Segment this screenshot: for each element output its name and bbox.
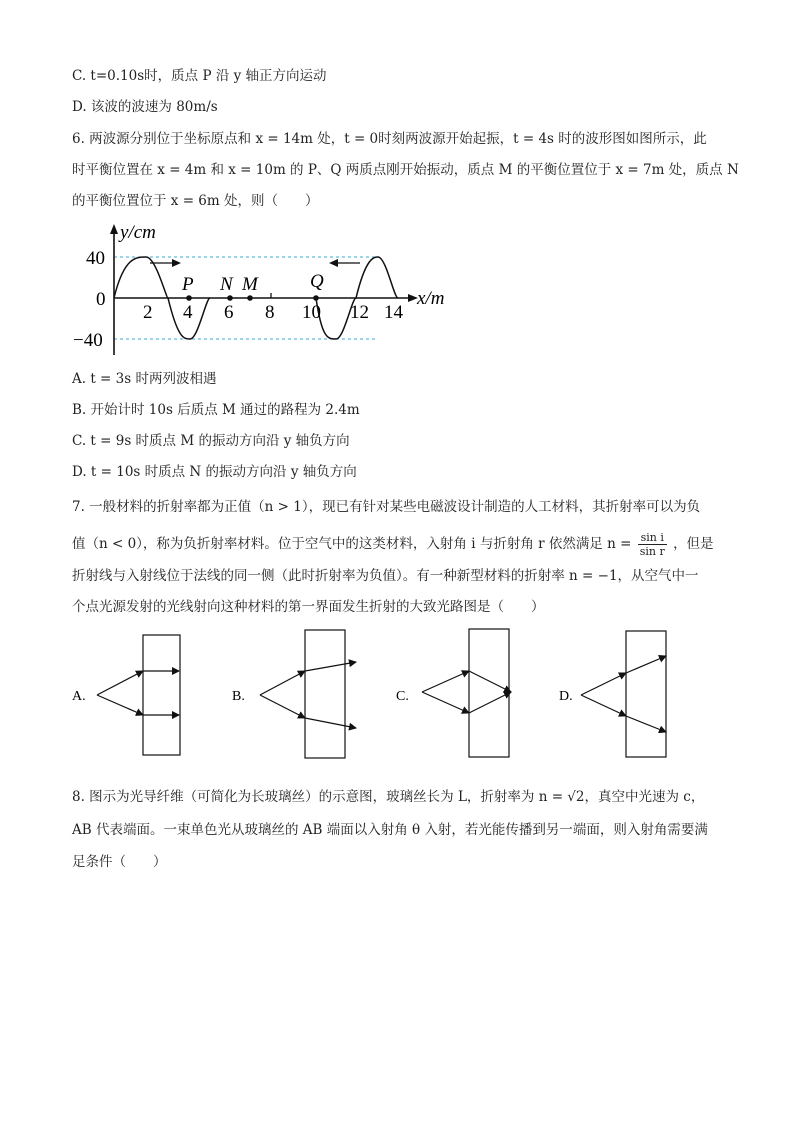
x-tick-10: 10 [302, 302, 321, 323]
label-m: M [242, 274, 258, 295]
q8-line-2: AB 代表端面。一束单色光从玻璃丝的 AB 端面以入射角 θ 入射，若光能传播到另一端面，则入射角需要满 [72, 822, 708, 838]
point-p-dot [186, 295, 192, 301]
option-c-incident-upper [422, 671, 469, 692]
x-tick-12: 12 [350, 302, 369, 323]
q5-option-d: D. 该波的波速为 80m/s [72, 99, 218, 115]
q7-line-2-text: 值（n < 0），称为负折射率材料。位于空气中的这类材料，入射角 i 与折射角 r 依然满足 n = [72, 536, 632, 552]
point-q-dot [313, 295, 319, 301]
q8-line-3: 足条件（ ） [72, 854, 167, 870]
q8-line-1: 8. 图示为光导纤维（可简化为长玻璃丝）的示意图，玻璃丝长为 L，折射率为 n = √2，真空中光速为 c， [72, 789, 705, 805]
option-b-incident-lower [260, 695, 305, 718]
label-p: P [182, 274, 194, 295]
q6-wave-graph [70, 218, 470, 363]
q7-line-1: 7. 一般材料的折射率都为正值（n > 1），现已有针对某些电磁波设计制造的人工材料，其折射率可以为负 [72, 499, 701, 515]
q7-line-2 [72, 531, 714, 558]
option-c-refracted-upper [469, 671, 511, 692]
rightward-arrowhead-icon [172, 259, 181, 267]
option-b-material [305, 630, 345, 758]
label-q: Q [310, 271, 324, 292]
x-tick-6: 6 [224, 302, 234, 323]
option-a-label: A. [72, 689, 86, 704]
x-tick-14: 14 [384, 302, 403, 323]
q7-fraction-numerator: sin i [638, 531, 667, 545]
point-n-dot [227, 295, 233, 301]
option-a-incident-lower [97, 695, 143, 715]
q7-fraction-denominator: sin r [639, 545, 665, 558]
q6-stem-line-3: 的平衡位置位于 x = 6m 处，则（ ） [72, 193, 319, 209]
q7-option-diagrams [60, 625, 740, 765]
y-axis-label: y/cm [120, 222, 156, 243]
option-b-incident-upper [260, 671, 305, 695]
leftward-arrowhead-icon [329, 259, 338, 267]
q6-option-d: D. t = 10s 时质点 N 的振动方向沿 y 轴负方向 [72, 464, 357, 480]
q6-option-a: A. t = 3s 时两列波相遇 [72, 371, 217, 387]
option-b-refracted-upper [305, 662, 356, 671]
option-c-refracted-lower [469, 692, 511, 713]
x-tick-2: 2 [143, 302, 153, 323]
option-b-label: B. [232, 689, 245, 704]
y-tick-40: 40 [86, 248, 105, 269]
option-d-refracted-upper [626, 656, 666, 673]
point-m-dot [247, 295, 253, 301]
label-n: N [220, 274, 233, 295]
y-axis-arrow-icon [110, 224, 118, 234]
option-c-label: C. [396, 689, 409, 704]
q7-line-4: 个点光源发射的光线射向这种材料的第一界面发生折射的大致光路图是（ ） [72, 599, 545, 615]
q6-option-b: B. 开始计时 10s 后质点 M 通过的路程为 2.4m [72, 402, 360, 418]
q7-line-2-tail: ，但是 [673, 536, 714, 552]
q6-stem-line-1: 6. 两波源分别位于坐标原点和 x = 14m 处，t = 0时刻两波源开始起振，t = 4s 时的波形图如图所示，此 [72, 131, 707, 147]
option-d-label: D. [559, 689, 573, 704]
option-d-material [626, 631, 666, 757]
x-tick-4: 4 [183, 302, 193, 323]
q7-line-3: 折射线与入射线位于法线的同一侧（此时折射率为负值）。有一种新型材料的折射率 n = −1，从空气中一 [72, 568, 699, 584]
q7-fraction [638, 531, 667, 558]
y-tick-0: 0 [96, 289, 106, 310]
option-a-material [143, 635, 180, 755]
q5-option-c: C. t=0.10s时，质点 P 沿 y 轴正方向运动 [72, 68, 327, 84]
y-tick-neg40: −40 [73, 330, 103, 351]
option-d-incident-upper [581, 673, 626, 695]
option-d-incident-lower [581, 695, 626, 716]
option-b-refracted-lower [305, 718, 356, 728]
option-a-incident-upper [97, 671, 143, 695]
option-c-material [469, 629, 509, 757]
q6-option-c: C. t = 9s 时质点 M 的振动方向沿 y 轴负方向 [72, 433, 350, 449]
q6-stem-line-2: 时平衡位置在 x = 4m 和 x = 10m 的 P、Q 两质点刚开始振动，质点 M 的平衡位置位于 x = 7m 处，质点 N [72, 162, 739, 178]
x-tick-8: 8 [265, 302, 275, 323]
option-c-incident-lower [422, 692, 469, 713]
x-axis-label: x/m [417, 288, 445, 309]
option-d-refracted-lower [626, 716, 666, 732]
